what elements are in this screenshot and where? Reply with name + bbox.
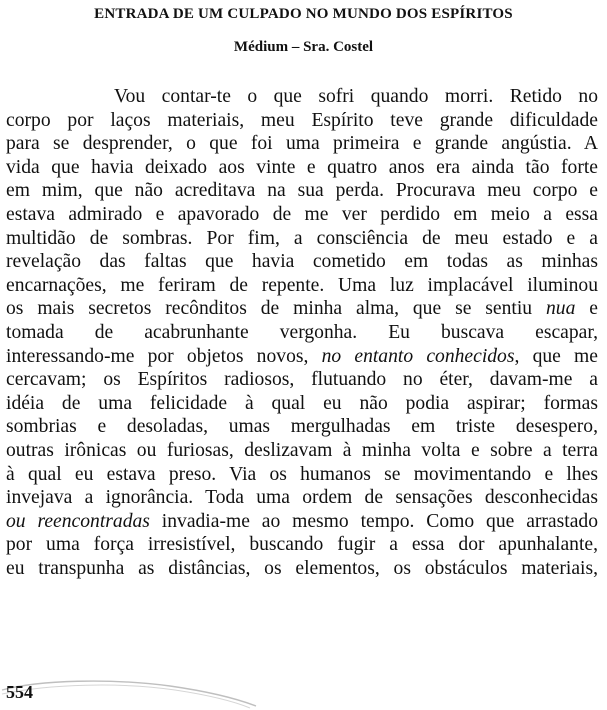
text-line [6,510,598,534]
text-line: invejava a ignorância. Toda uma ordem de sensações desconhecidas [6,487,598,509]
text-run: interessando-me por objetos novos, [6,345,322,367]
text-line: eu transpunha as distâncias, os elementos, os obstáculos materiais, [6,557,598,579]
body-text [6,85,598,580]
text-line: cercavam; os Espíritos radiosos, flutuando no éter, davam-me a [6,369,598,391]
italic-text: no entanto conhecidos [321,345,515,367]
text-line: para se desprender, o que foi uma primeira e grande angústia. A [6,133,598,155]
text-run: invadia-me ao mesmo tempo. Como que arrastado [149,510,598,532]
text-line: por uma força irresistível, buscando fugir a essa dor apunhalante, [6,534,598,556]
text-line: tomada de acabrunhante vergonha. Eu buscava escapar, [6,321,598,343]
text-line [6,297,598,321]
text-line: estava admirado e apavorado de me ver perdido em meio a essa [6,203,598,225]
text-line: idéia de uma felicidade à qual eu não podia aspirar; formas [6,392,598,414]
text-line [6,345,598,369]
text-line: sombrias e desoladas, umas mergulhadas em triste desespero, [6,416,598,438]
page-number: 554 [6,682,33,702]
text-line: à qual eu estava preso. Via os humanos se movimentando e lhes [6,463,598,485]
italic-text: nua [546,298,576,320]
medium-subtitle: Médium – Sra. Costel [233,39,374,55]
decorative-swoosh [0,672,260,710]
text-line: encarnações, me feriram de repente. Uma luz implacável iluminou [6,274,598,296]
italic-text: ou reencontradas [6,510,150,532]
chapter-title: ENTRADA DE UM CULPADO NO MUNDO DOS ESPÍRITOS [94,6,513,22]
text-line: Vou contar-te o que sofri quando morri. Retido no [114,86,598,107]
text-line: em mim, que não acreditava na sua perda. Procurava meu corpo e [6,180,598,202]
text-run: , que me [514,345,598,367]
text-run: e [575,298,598,320]
text-line: corpo por laços materiais, meu Espírito teve grande dificuldade [6,109,598,131]
text-line: revelação das faltas que havia cometido em todas as minhas [6,251,598,273]
text-line: outras irônicas ou furiosas, deslizavam à minha volta e sobre a terra [6,439,598,461]
text-line: vida que havia deixado aos vinte e quatro anos era ainda tão forte [6,156,598,178]
text-line: multidão de sombras. Por fim, a consciência de meu estado e a [6,227,598,249]
text-run: os mais secretos recônditos de minha alma, que se sentiu [6,298,546,320]
